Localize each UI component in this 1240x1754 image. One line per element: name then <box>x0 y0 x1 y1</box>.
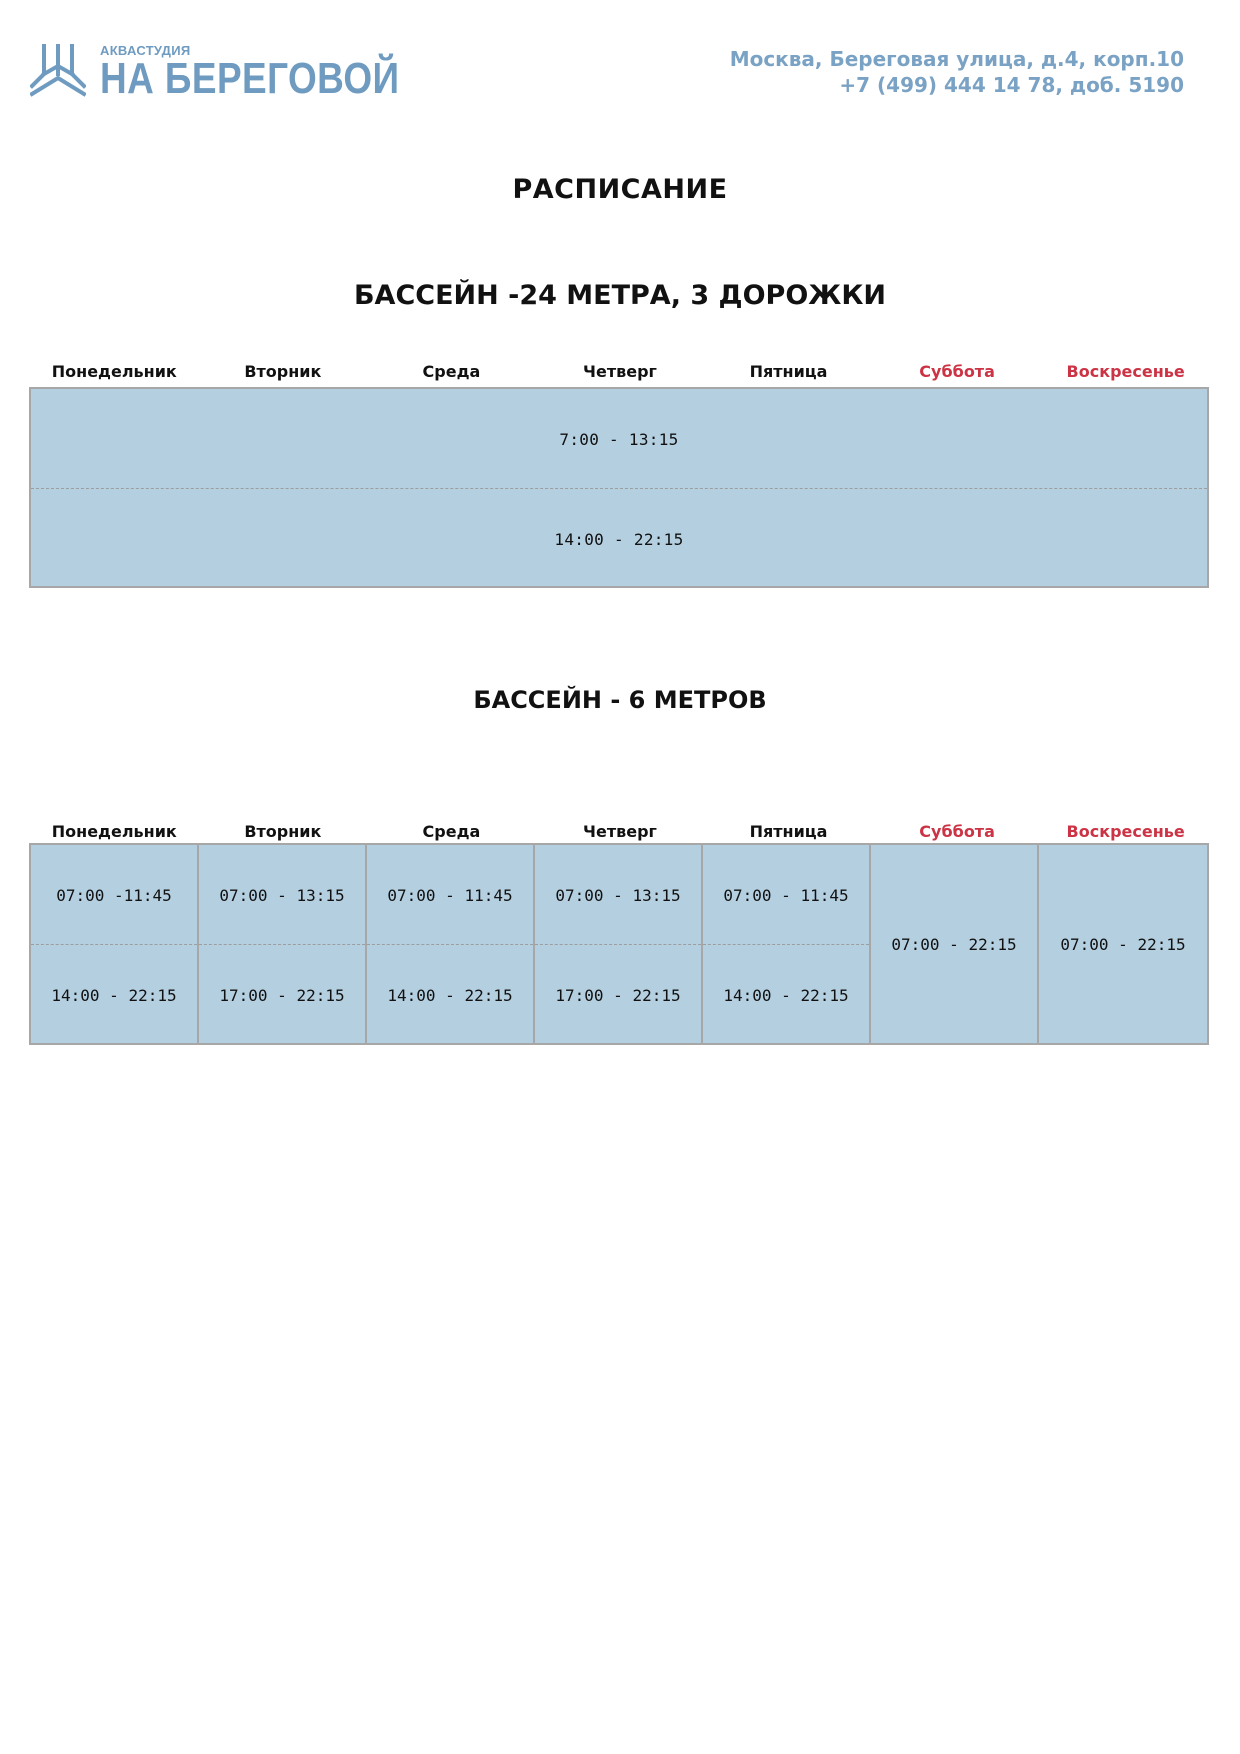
day-thursday: Четверг <box>583 822 657 841</box>
logo-emblem-icon <box>30 44 86 100</box>
morning-slot: 07:00 - 11:45 <box>387 885 513 905</box>
day-saturday: Суббота <box>919 822 995 841</box>
morning-slot: 07:00 -11:45 <box>56 885 172 905</box>
logo-subtitle: АКВАСТУДИЯ <box>100 43 191 58</box>
contacts <box>730 46 1184 98</box>
phone: +7 (499) 444 14 78, доб. 5190 <box>839 73 1184 97</box>
pool1-morning-slot: 7:00 - 13:15 <box>559 429 679 449</box>
pool2-col-friday <box>703 845 871 1043</box>
page-title: РАСПИСАНИЕ <box>512 174 728 205</box>
day-sunday: Воскресенье <box>1066 822 1185 841</box>
pool1-title: БАССЕЙН -24 МЕТРА, 3 ДОРОЖКИ <box>353 280 887 311</box>
day-tuesday: Вторник <box>244 822 322 841</box>
page-header <box>0 0 1240 130</box>
pool2-col-wednesday <box>367 845 535 1043</box>
evening-slot: 17:00 - 22:15 <box>555 985 681 1005</box>
pool2-col-tuesday <box>199 845 367 1043</box>
pool1-evening-slot: 14:00 - 22:15 <box>554 529 684 549</box>
full-day-slot: 07:00 - 22:15 <box>891 934 1017 954</box>
pool2-col-thursday <box>535 845 703 1043</box>
day-saturday: Суббота <box>919 362 995 381</box>
day-sunday: Воскресенье <box>1066 362 1185 381</box>
day-monday: Понедельник <box>51 362 177 381</box>
pool2-title: БАССЕЙН - 6 МЕТРОВ <box>473 686 767 714</box>
pool2-col-saturday <box>871 845 1039 1043</box>
day-tuesday: Вторник <box>244 362 322 381</box>
day-wednesday: Среда <box>422 362 481 381</box>
evening-slot: 14:00 - 22:15 <box>387 985 513 1005</box>
day-monday: Понедельник <box>51 822 177 841</box>
address: Москва, Береговая улица, д.4, корп.10 <box>729 47 1184 71</box>
evening-slot: 17:00 - 22:15 <box>219 985 345 1005</box>
logo <box>30 40 400 110</box>
pool1-days-header <box>30 362 1210 386</box>
day-wednesday: Среда <box>422 822 481 841</box>
evening-slot: 14:00 - 22:15 <box>723 985 849 1005</box>
day-friday: Пятница <box>749 822 828 841</box>
morning-slot: 07:00 - 11:45 <box>723 885 849 905</box>
day-friday: Пятница <box>749 362 828 381</box>
pool1-schedule-table <box>29 387 1209 588</box>
day-thursday: Четверг <box>583 362 657 381</box>
evening-slot: 14:00 - 22:15 <box>51 985 177 1005</box>
pool2-col-sunday <box>1039 845 1207 1043</box>
morning-slot: 07:00 - 13:15 <box>555 885 681 905</box>
full-day-slot: 07:00 - 22:15 <box>1060 934 1186 954</box>
pool2-schedule-table <box>29 843 1209 1045</box>
morning-slot: 07:00 - 13:15 <box>219 885 345 905</box>
pool2-col-monday <box>31 845 199 1043</box>
logo-title: НА БЕРЕГОВОЙ <box>100 54 400 103</box>
